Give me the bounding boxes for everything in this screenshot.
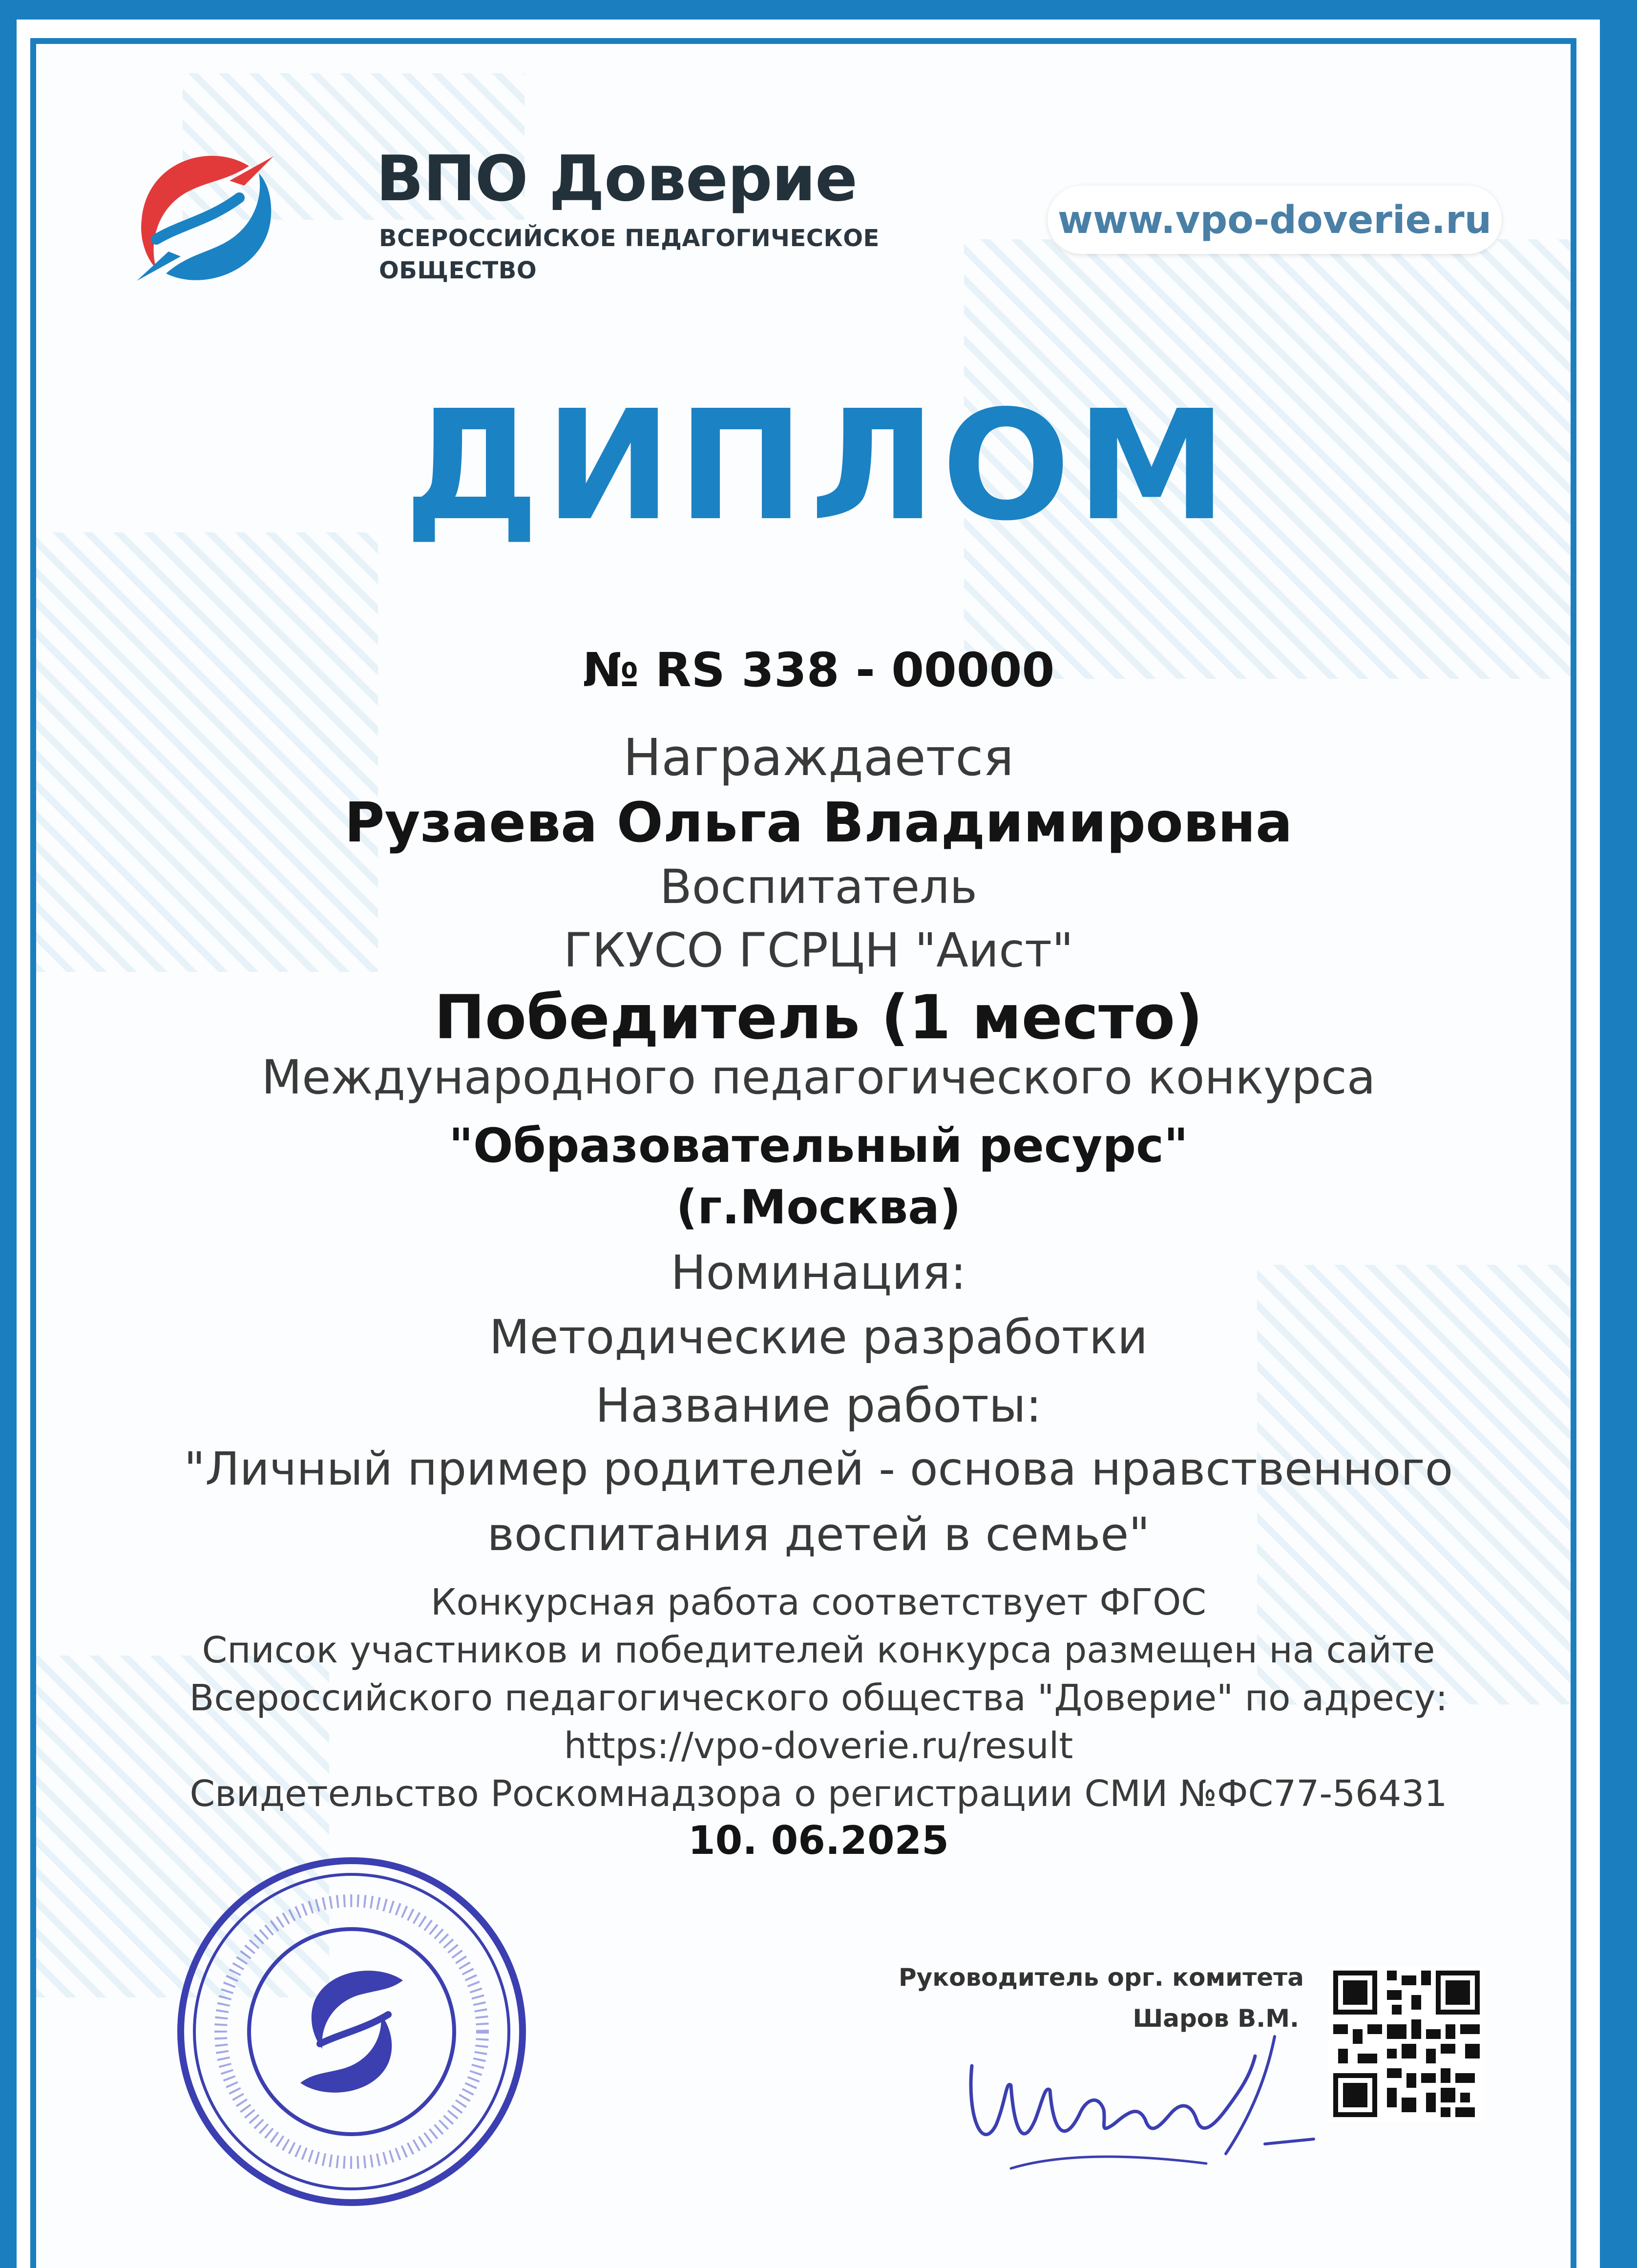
result-url[interactable]: https://vpo-doverie.ru/result [564, 1725, 1073, 1767]
logo [93, 117, 880, 308]
nomination-value: Методические разработки [489, 1310, 1148, 1365]
diploma-number: № RS 338 - 00000 [582, 643, 1055, 697]
note-line: Список участников и победителей конкурса размещен на сайте [202, 1629, 1435, 1671]
recipient-organization: ГКУСО ГСРЦН "Аист" [563, 923, 1074, 978]
logo-subtitle: ВСЕРОССИЙСКОЕ ПЕДАГОГИЧЕСКОЕ [379, 225, 880, 252]
qr-code-icon[interactable] [1328, 1966, 1485, 2122]
awarded-label: Награждается [623, 728, 1014, 787]
signature-name: Шаров В.М. [1133, 2004, 1299, 2033]
work-label: Название работы: [595, 1378, 1042, 1433]
handwritten-signature [952, 2007, 1333, 2183]
website-url: www.vpo-doverie.ru [1057, 198, 1492, 242]
work-title: воспитания детей в семье" [487, 1508, 1150, 1561]
contest-name: "Образовательный ресурс" [449, 1118, 1188, 1173]
diploma-title: ДИПЛОМ [404, 378, 1233, 554]
note-line: Всероссийского педагогического общества "Доверие" по адресу: [189, 1677, 1448, 1719]
work-title: "Личный пример родителей - основа нравственного [184, 1443, 1453, 1496]
logo-title: ВПО Доверие [376, 143, 857, 215]
note-line: Свидетельство Роскомнадзора о регистрации СМИ №ФС77-56431 [189, 1773, 1448, 1815]
recipient-name: Рузаева Ольга Владимировна [344, 791, 1293, 855]
seal-stamp-icon [173, 1853, 530, 2210]
nomination-label: Номинация: [671, 1245, 966, 1300]
note-line: Конкурсная работа соответствует ФГОС [430, 1581, 1206, 1623]
recipient-position: Воспитатель [659, 860, 978, 914]
issue-date: 10. 06.2025 [688, 1818, 949, 1863]
swirl-logo-icon [127, 147, 283, 288]
signature-role: Руководитель орг. комитета [899, 1963, 1304, 1992]
logo-subtitle: ОБЩЕСТВО [379, 257, 537, 284]
contest-city: (г.Москва) [676, 1180, 961, 1235]
website-link[interactable] [1048, 186, 1502, 254]
award-place: Победитель (1 место) [434, 983, 1203, 1053]
contest-type: Международного педагогического конкурса [261, 1050, 1376, 1105]
